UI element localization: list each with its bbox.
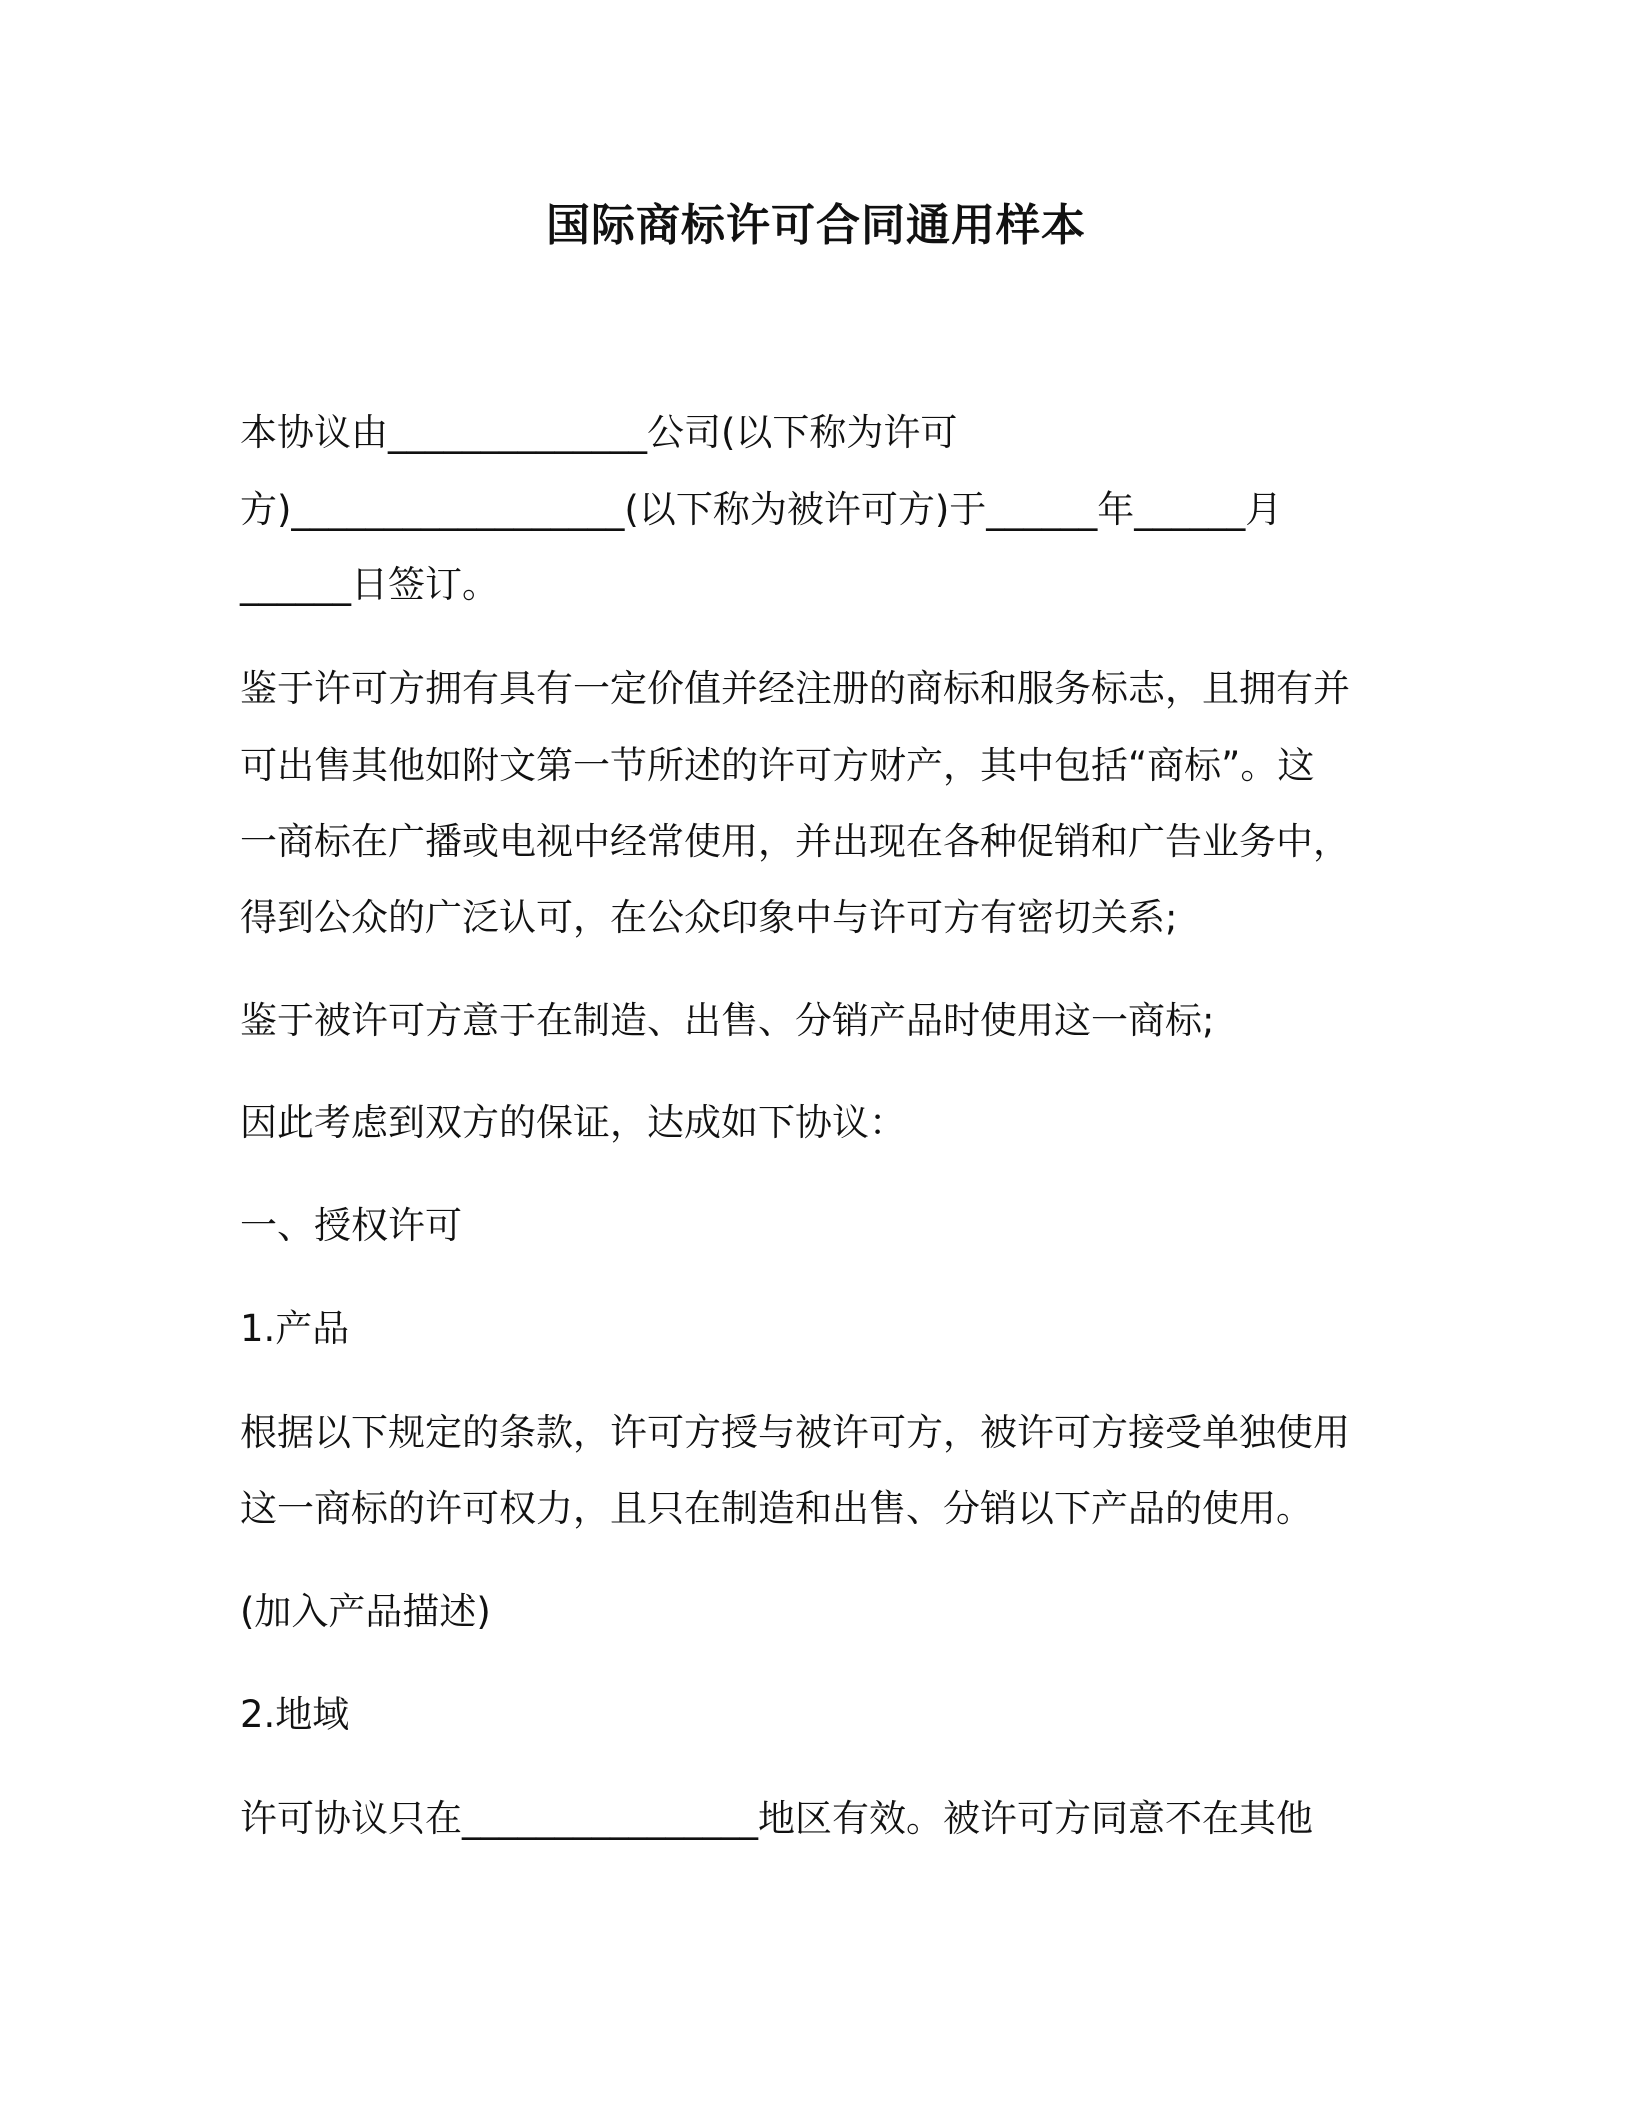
recital-1-line-3: 一商标在广播或电视中经常使用，并出现在各种促销和广告业务中， <box>240 820 1350 863</box>
recital-1-line-1: 鉴于许可方拥有具有一定价值并经注册的商标和服务标志，且拥有并 <box>240 667 1350 710</box>
territory-clause-line-1: 许可协议只在________________地区有效。被许可方同意不在其他 <box>240 1797 1313 1840</box>
agreement-intro: 因此考虑到双方的保证，达成如下协议： <box>240 1101 906 1144</box>
document-title: 国际商标许可合同通用样本 <box>546 200 1086 251</box>
subsection-heading-territory: 2.地域 <box>240 1693 350 1736</box>
section-heading-license: 一、授权许可 <box>240 1204 462 1247</box>
product-description-placeholder: (加入产品描述) <box>240 1590 491 1633</box>
products-clause-line-1: 根据以下规定的条款，许可方授与被许可方，被许可方接受单独使用 <box>240 1411 1350 1454</box>
party-line-3: ______日签订。 <box>240 563 499 606</box>
party-line-1: 本协议由______________公司(以下称为许可 <box>240 411 958 454</box>
recital-1-line-2: 可出售其他如附文第一节所述的许可方财产，其中包括“商标”。这 <box>240 744 1315 787</box>
recital-2: 鉴于被许可方意于在制造、出售、分销产品时使用这一商标; <box>240 999 1215 1042</box>
recital-1-line-4: 得到公众的广泛认可，在公众印象中与许可方有密切关系; <box>240 896 1178 939</box>
subsection-heading-products: 1.产品 <box>240 1307 350 1350</box>
products-clause-line-2: 这一商标的许可权力，且只在制造和出售、分销以下产品的使用。 <box>240 1487 1313 1530</box>
party-line-2: 方)__________________(以下称为被许可方)于______年______月 <box>240 488 1283 531</box>
